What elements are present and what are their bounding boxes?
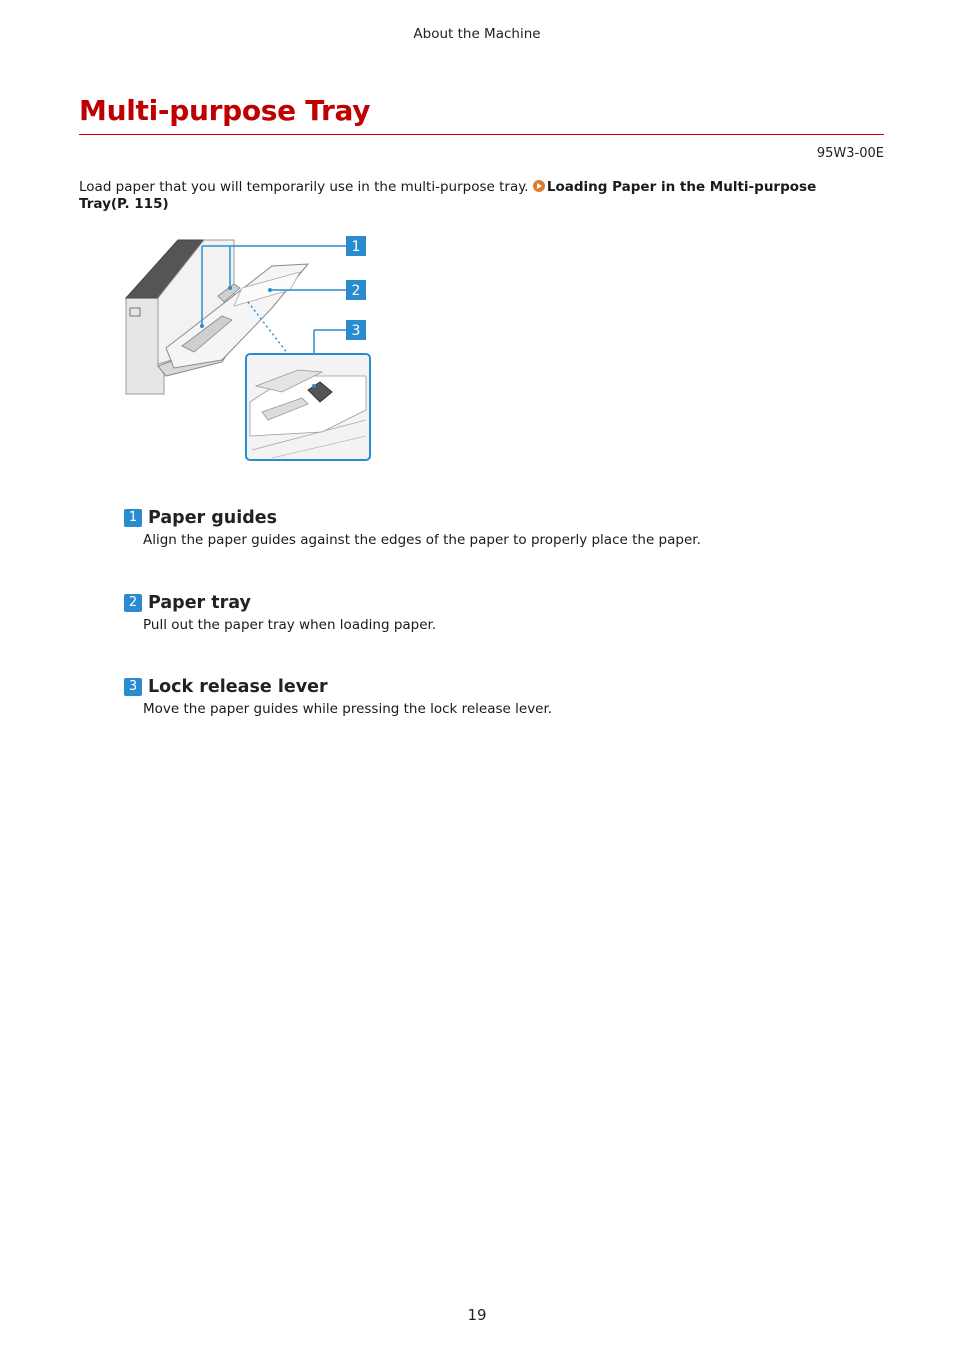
arrow-circle-icon <box>533 180 545 192</box>
running-header: About the Machine <box>413 26 541 42</box>
svg-text:2: 2 <box>351 283 361 299</box>
item-title: Lock release lever <box>148 677 328 697</box>
item-paper-tray <box>124 593 436 633</box>
item-lock-release-lever <box>124 677 552 717</box>
item-title: Paper guides <box>148 508 278 528</box>
item-description: Align the paper guides against the edges of the paper to properly place the paper. <box>143 532 701 548</box>
item-paper-guides <box>124 508 701 548</box>
number-badge: 3 <box>124 678 142 696</box>
title-rule <box>79 134 884 135</box>
svg-text:1: 1 <box>351 239 361 255</box>
link-label: Loading Paper in the Multi-purpose Tray(P. 115) <box>79 179 817 212</box>
page-number: 19 <box>467 1306 487 1324</box>
printer-tray-drawing <box>122 236 374 464</box>
document-code: 95W3-00E <box>816 146 884 161</box>
item-description: Pull out the paper tray when loading paper. <box>143 617 437 633</box>
number-badge: 1 <box>124 509 142 527</box>
multi-purpose-tray-illustration <box>122 236 374 464</box>
svg-text:3: 3 <box>351 323 361 339</box>
intro-text: Load paper that you will temporarily use in the multi-purpose tray. <box>79 179 529 195</box>
page-title: Multi-purpose Tray <box>79 94 371 127</box>
intro-paragraph <box>79 179 839 213</box>
item-description: Move the paper guides while pressing the lock release lever. <box>143 701 553 717</box>
number-badge: 2 <box>124 594 142 612</box>
item-title: Paper tray <box>148 593 251 613</box>
